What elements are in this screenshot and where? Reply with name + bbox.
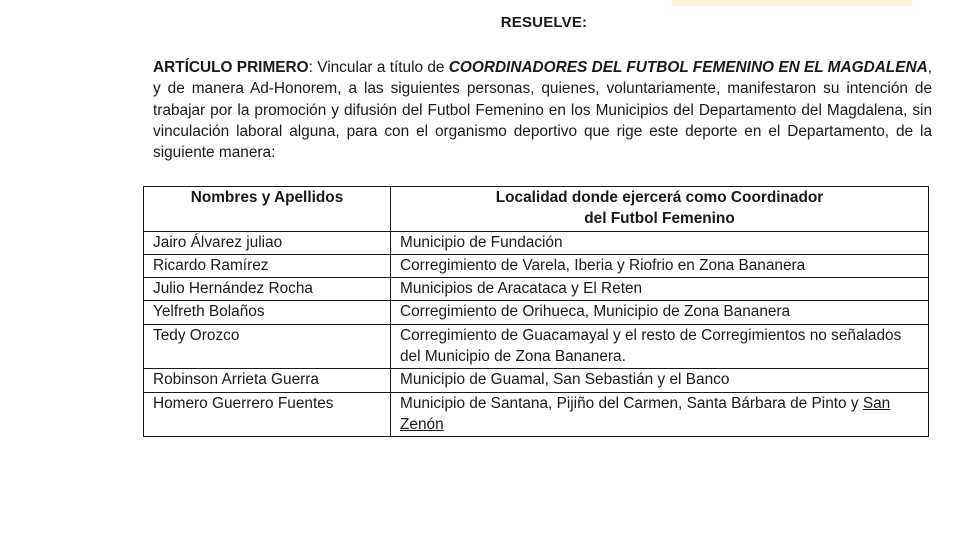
page-heading: RESUELVE: [500, 14, 588, 31]
row-name: Julio Hernández Rocha [144, 278, 391, 301]
table-row [144, 301, 929, 324]
header-name: Nombres y Apellidos [144, 187, 391, 232]
article-label: ARTÍCULO PRIMERO [153, 59, 309, 76]
table-row [144, 392, 929, 437]
article-body: , y de manera Ad-Honorem, a las siguientes personas, quienes, voluntariamente, manifestaron su intención de trabajar por la promoción y difusión del Futbol Femenino en los Municipios del Departamento del Magdalena, sin vinculación laboral alguna, para con el organismo deportivo que rige este deporte en el Departamento, de la siguiente manera: [153, 59, 932, 162]
row-name: Tedy Orozco [144, 324, 391, 369]
article-intro: Vincular a título de [317, 59, 449, 76]
article-emphasis: COORDINADORES DEL FUTBOL FEMENINO EN EL MAGDALENA [448, 59, 928, 76]
table-row [144, 369, 929, 392]
table-row [144, 231, 929, 254]
article-separator: : [308, 59, 318, 76]
row-location: Municipios de Aracataca y El Reten [391, 278, 929, 301]
header-location-line1: Localidad donde ejercerá como Coordinador [495, 189, 824, 206]
row-name: Jairo Álvarez juliao [144, 231, 391, 254]
row-name: Yelfreth Bolaños [144, 301, 391, 324]
coordinators-table [143, 186, 929, 437]
table-row [144, 278, 929, 301]
row-name: Ricardo Ramírez [144, 254, 391, 277]
table-row [144, 324, 929, 369]
row-location: Corregimiento de Guacamayal y el resto de Corregimientos no señalados del Municipio de Zona Bananera. [391, 324, 929, 369]
corner-highlight [672, 0, 912, 6]
header-location-line2: del Futbol Femenino [584, 210, 735, 228]
row-name: Robinson Arrieta Guerra [144, 369, 391, 392]
row-location-underlined: San Zenón [400, 394, 891, 433]
row-name: Homero Guerrero Fuentes [144, 392, 391, 437]
article-paragraph [153, 57, 932, 163]
row-location [391, 392, 929, 437]
table-header-row [144, 187, 929, 232]
row-location: Corregimiento de Varela, Iberia y Riofrio en Zona Bananera [391, 254, 929, 277]
row-location-text: Municipio de Santana, Pijiño del Carmen, Santa Bárbara de Pinto y [400, 394, 863, 412]
header-location [391, 187, 929, 232]
table-row [144, 254, 929, 277]
row-location: Municipio de Guamal, San Sebastián y el Banco [391, 369, 929, 392]
row-location: Municipio de Fundación [391, 231, 929, 254]
row-location: Corregimiento de Orihueca, Municipio de Zona Bananera [391, 301, 929, 324]
